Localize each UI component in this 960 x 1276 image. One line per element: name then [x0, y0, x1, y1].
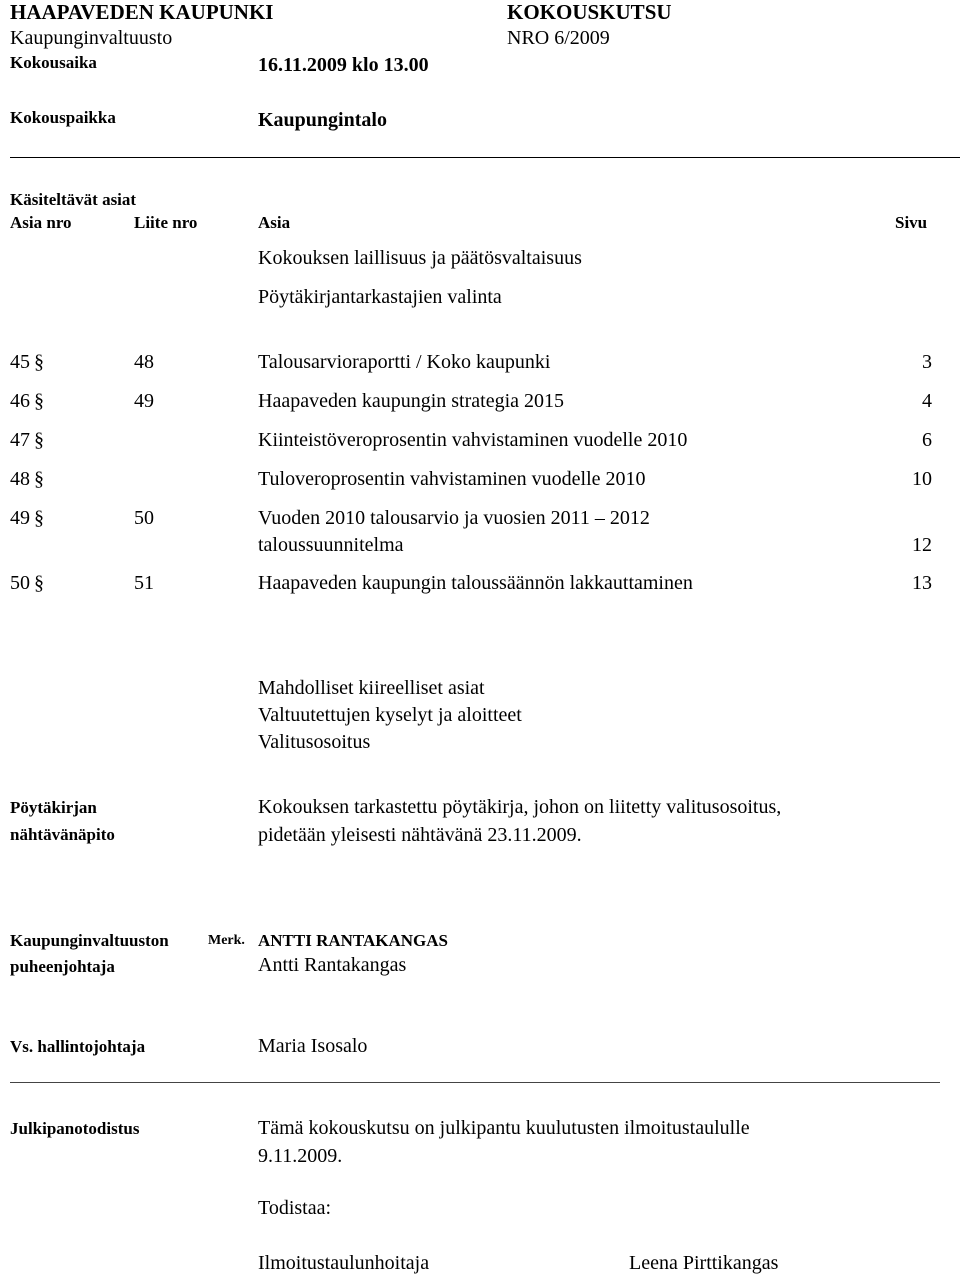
item-number: 49: [10, 507, 30, 529]
agenda-section-title: Käsiteltävät asiat: [10, 190, 137, 209]
chair-label-line1: Kaupunginvaltuuston: [10, 931, 169, 950]
section-sign: §: [34, 572, 44, 594]
section-sign: §: [34, 429, 44, 451]
item-page: 12: [912, 534, 932, 556]
item-page: 6: [922, 429, 932, 451]
item-subject: Haapaveden kaupungin taloussäännön lakkauttaminen: [258, 572, 693, 594]
manager-name: Maria Isosalo: [258, 1035, 368, 1057]
chair-name: Antti Rantakangas: [258, 954, 407, 976]
item-number: 47: [10, 429, 30, 451]
section-sign: §: [34, 351, 44, 373]
minutes-label-line1: Pöytäkirjan: [10, 798, 97, 817]
attachment-number: 48: [134, 351, 154, 373]
preliminary-item: Kokouksen laillisuus ja päätösvaltaisuus: [258, 247, 582, 269]
attachment-number: 49: [134, 390, 154, 412]
notice-label: Julkipanotodistus: [10, 1119, 140, 1138]
section-sign: §: [34, 390, 44, 412]
manager-label: Vs. hallintojohtaja: [10, 1037, 146, 1056]
item-subject: Vuoden 2010 talousarvio ja vuosien 2011 – 2012: [258, 507, 650, 529]
organization-name: HAAPAVEDEN KAUPUNKI: [10, 0, 274, 24]
header-divider: [10, 157, 960, 158]
board-keeper-label: Ilmoitustaulunhoitaja: [258, 1252, 430, 1274]
item-number: 50: [10, 572, 30, 594]
document-type: KOKOUSKUTSU: [507, 0, 672, 24]
item-page: 4: [922, 390, 932, 412]
closing-item: Mahdolliset kiireelliset asiat: [258, 677, 485, 699]
item-subject: Tuloveroprosentin vahvistaminen vuodelle 2010: [258, 468, 646, 490]
section-sign: §: [34, 468, 44, 490]
chair-label-line2: puheenjohtaja: [10, 957, 115, 976]
item-subject-continued: taloussuunnitelma: [258, 534, 404, 556]
council-name: Kaupunginvaltuusto: [10, 27, 173, 49]
signed-mark: Merk.: [208, 933, 245, 948]
notice-text-line2: 9.11.2009.: [258, 1145, 343, 1167]
minutes-text-line2: pidetään yleisesti nähtävänä 23.11.2009.: [258, 824, 582, 846]
certify-label: Todistaa:: [258, 1197, 332, 1219]
column-item-no: Asia nro: [10, 213, 72, 232]
signature-divider: [10, 1082, 940, 1083]
section-sign: §: [34, 507, 44, 529]
item-subject: Talousarvioraportti / Koko kaupunki: [258, 351, 551, 373]
item-page: 10: [912, 468, 932, 490]
item-subject: Haapaveden kaupungin strategia 2015: [258, 390, 565, 412]
column-attachment-no: Liite nro: [134, 213, 198, 232]
minutes-text-line1: Kokouksen tarkastettu pöytäkirja, johon on liitetty valitusosoitus,: [258, 796, 782, 818]
meeting-time-label: Kokousaika: [10, 53, 97, 72]
document-number: NRO 6/2009: [507, 27, 610, 49]
attachment-number: 50: [134, 507, 154, 529]
item-page: 3: [922, 351, 932, 373]
item-subject: Kiinteistöveroprosentin vahvistaminen vuodelle 2010: [258, 429, 688, 451]
meeting-time-value: 16.11.2009 klo 13.00: [258, 54, 429, 76]
item-number: 48: [10, 468, 30, 490]
closing-item: Valtuutettujen kyselyt ja aloitteet: [258, 704, 522, 726]
item-number: 45: [10, 351, 30, 373]
minutes-label-line2: nähtävänäpito: [10, 825, 115, 844]
chair-name-caps: ANTTI RANTAKANGAS: [258, 931, 449, 950]
meeting-place-label: Kokouspaikka: [10, 108, 116, 127]
meeting-place-value: Kaupungintalo: [258, 109, 387, 131]
notice-text-line1: Tämä kokouskutsu on julkipantu kuulutusten ilmoitustaululle: [258, 1117, 750, 1139]
column-page: Sivu: [895, 213, 928, 232]
attachment-number: 51: [134, 572, 154, 594]
closing-item: Valitusosoitus: [258, 731, 371, 753]
column-subject: Asia: [258, 213, 291, 232]
item-number: 46: [10, 390, 30, 412]
board-keeper-name: Leena Pirttikangas: [629, 1252, 779, 1274]
item-page: 13: [912, 572, 932, 594]
preliminary-item: Pöytäkirjantarkastajien valinta: [258, 286, 502, 308]
